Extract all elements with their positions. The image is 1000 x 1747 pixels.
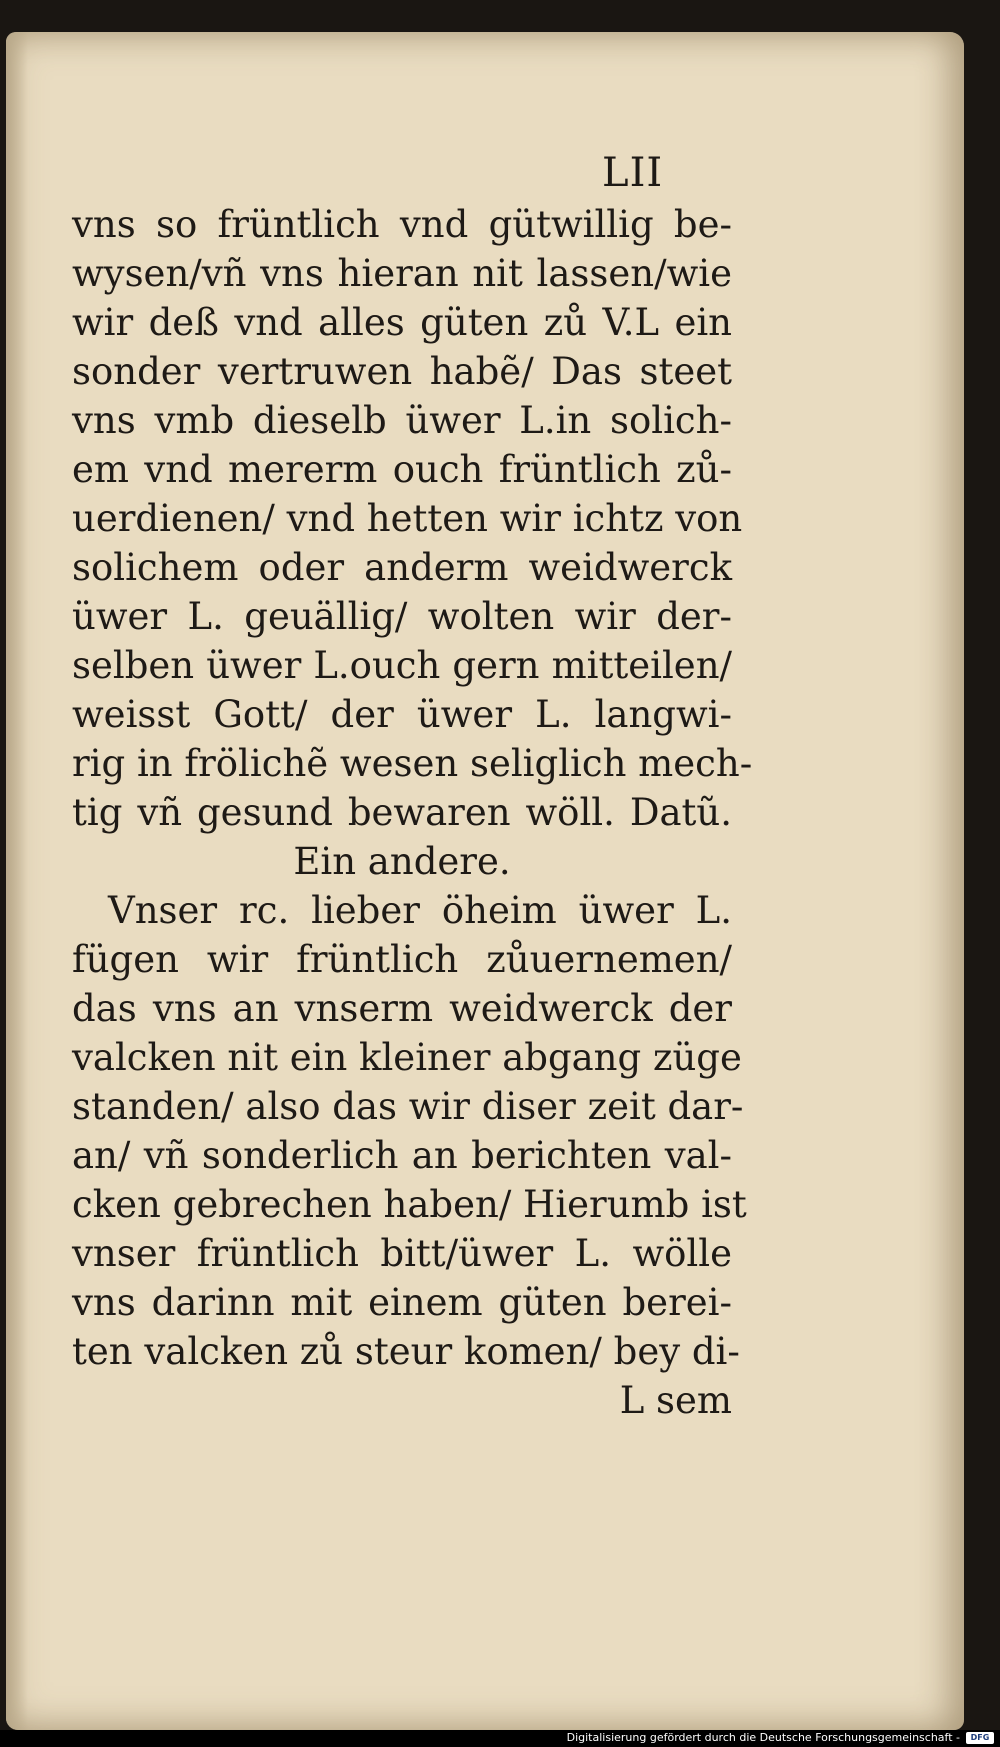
catchword: L sem [619, 1379, 732, 1422]
text-line: Vnser rc. lieber öheim üwer L. [108, 889, 732, 932]
text-line: wir deß vnd alles güten zů V.L ein [72, 301, 732, 344]
text-line: em vnd mererm ouch früntlich zů- [72, 448, 732, 491]
page-text [72, 200, 753, 1425]
text-line: vns vmb dieselb üwer L.in solich- [72, 399, 732, 442]
text-line: selben üwer L.ouch gern mitteilen/ [72, 644, 732, 687]
text-line: standen/ also das wir diser zeit dar- [72, 1085, 744, 1128]
text-line: wysen/vñ vns hieran nit lassen/wie [72, 252, 732, 295]
text-line: valcken nit ein kleiner abgang züge [72, 1036, 742, 1079]
text-line: das vns an vnserm weidwerck der [72, 987, 732, 1030]
text-line: weisst Gott/ der üwer L. langwi- [72, 693, 732, 736]
text-line: fügen wir früntlich zůuernemen/ [72, 938, 732, 981]
folio-number: LII [602, 150, 664, 196]
text-line: uerdienen/ vnd hetten wir ichtz von [72, 497, 743, 540]
dfg-logo: DFG [966, 1732, 994, 1744]
footer-bar [0, 1730, 1000, 1747]
text-line: vns so früntlich vnd gütwillig be- [72, 203, 732, 246]
section-heading: Ein andere. [293, 840, 511, 883]
text-line: an/ vñ sonderlich an berichten val- [72, 1134, 732, 1177]
text-line: tig vñ gesund bewaren wöll. Datũ. [72, 791, 732, 834]
text-line: vns darinn mit einem güten berei- [72, 1281, 732, 1324]
text-line: ten valcken zů steur komen/ bey di- [72, 1330, 740, 1373]
text-line: sonder vertruwen habẽ/ Das steet [72, 350, 732, 393]
text-line: üwer L. geuällig/ wolten wir der- [72, 595, 732, 638]
book-page [6, 32, 964, 1730]
text-line: vnser früntlich bitt/üwer L. wölle [72, 1232, 732, 1275]
text-line: solichem oder anderm weidwerck [72, 546, 732, 589]
footer-credit: Digitalisierung gefördert durch die Deutsche Forschungsgemeinschaft - [566, 1731, 960, 1744]
text-line: cken gebrechen haben/ Hierumb ist [72, 1183, 747, 1226]
text-line: rig in frölichẽ wesen seliglich mech- [72, 742, 753, 785]
